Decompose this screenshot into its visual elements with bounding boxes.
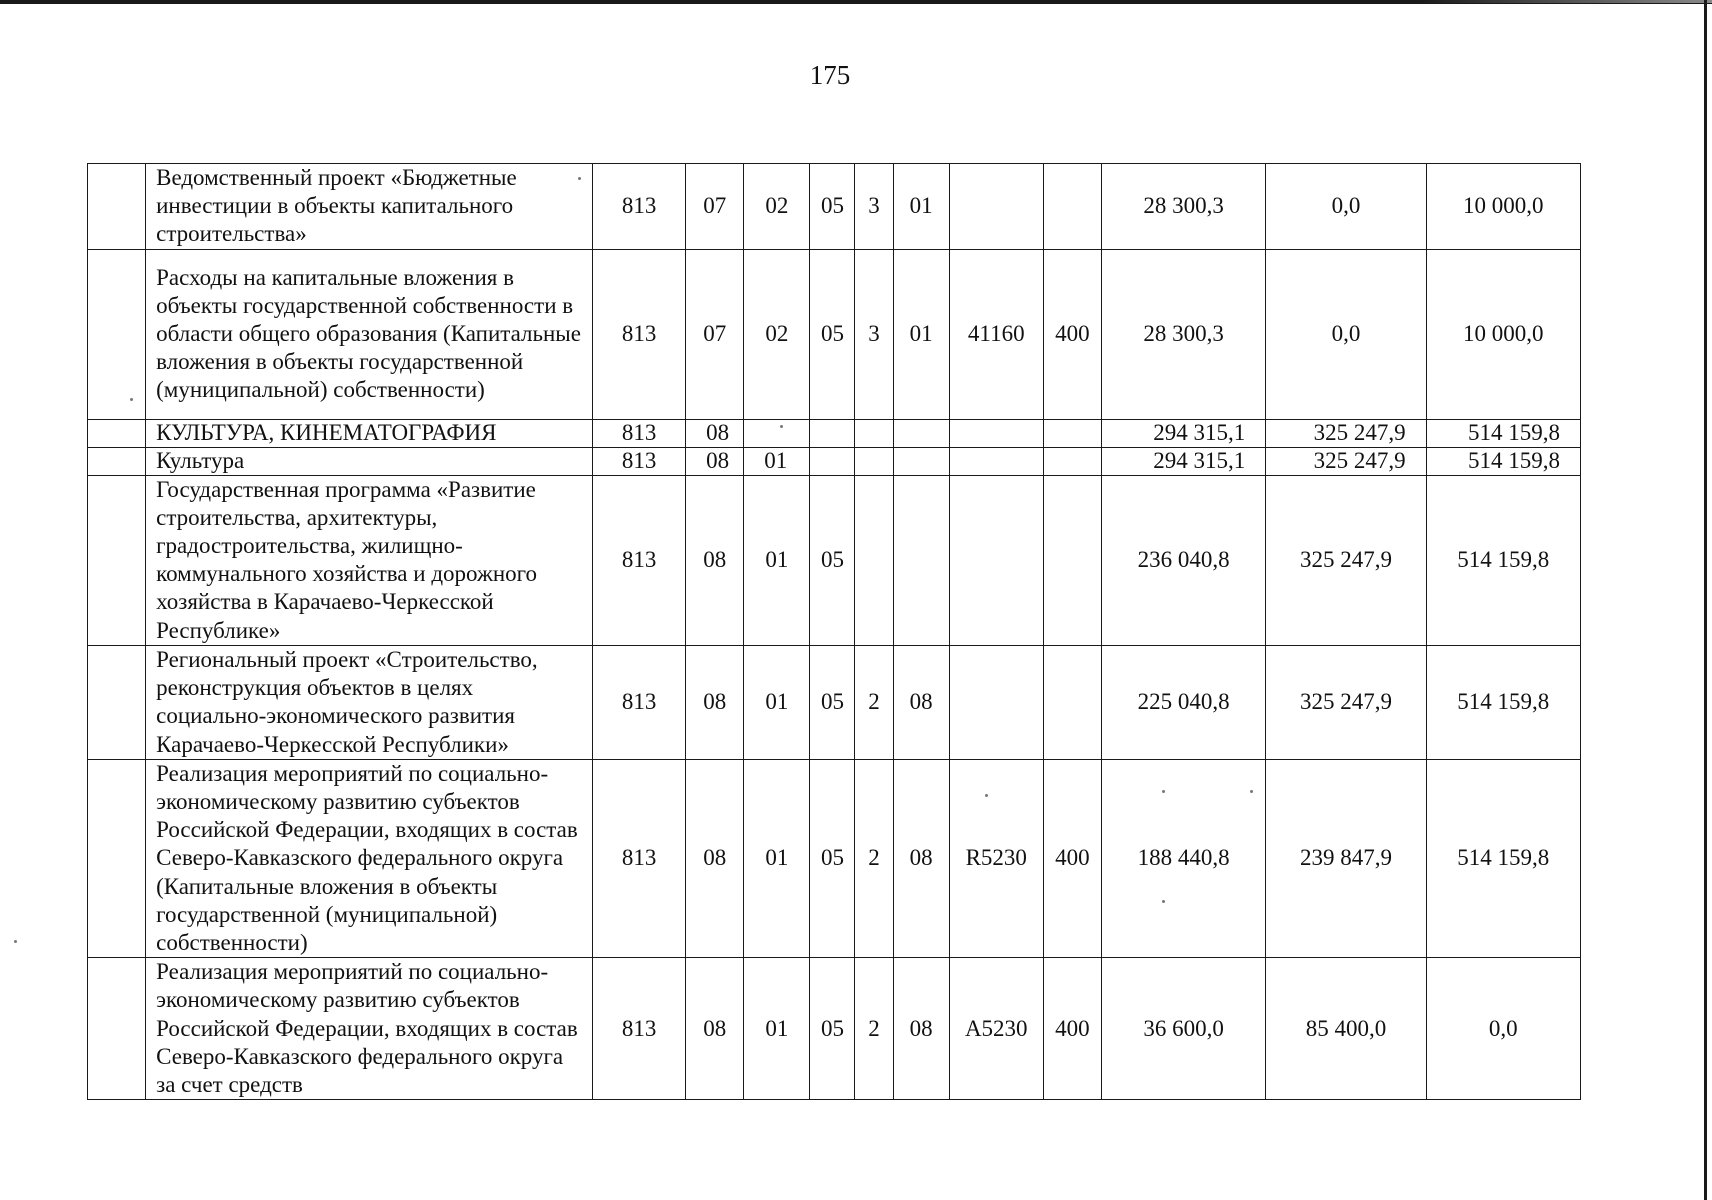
expense-type-cell: 400 [1043, 958, 1101, 1100]
section-cell: 08 [686, 475, 744, 645]
expense-type-cell [1043, 645, 1101, 759]
row-number-cell [88, 958, 146, 1100]
page-number: 175 [809, 60, 851, 90]
scan-speck [14, 940, 17, 943]
amount-year2-cell: 325 247,9 [1266, 419, 1426, 447]
project-cell: 01 [893, 164, 949, 250]
grbs-cell: 813 [593, 447, 686, 475]
program-type-cell [855, 475, 893, 645]
subsection-cell: 01 [744, 958, 810, 1100]
table-row [88, 958, 1581, 1100]
expense-type-cell [1043, 447, 1101, 475]
target-item-cell [949, 164, 1043, 250]
amount-year1-cell: 188 440,8 [1101, 759, 1265, 957]
amount-year1-cell: 294 315,1 [1101, 447, 1265, 475]
expense-type-cell: 400 [1043, 759, 1101, 957]
table-row [88, 645, 1581, 759]
grbs-cell: 813 [593, 164, 686, 250]
project-cell: 08 [893, 645, 949, 759]
target-item-cell [949, 645, 1043, 759]
scan-speck [1162, 900, 1165, 903]
row-number-cell [88, 447, 146, 475]
project-cell [893, 447, 949, 475]
program-cell: 05 [810, 164, 855, 250]
name-cell: КУЛЬТУРА, КИНЕМАТОГРАФИЯ [146, 419, 593, 447]
grbs-cell: 813 [593, 645, 686, 759]
row-number-cell [88, 249, 146, 419]
program-cell: 05 [810, 645, 855, 759]
table-row [88, 475, 1581, 645]
grbs-cell: 813 [593, 475, 686, 645]
scan-speck [578, 177, 581, 180]
top-border-line-fade [1420, 0, 1712, 3]
section-cell: 08 [686, 759, 744, 957]
name-cell: Государственная программа «Развитие строительства, архитектуры, градостроительства, жилищно-коммунального хозяйства и дорожного хозяйства в Карачаево-Черкесской Республике» [146, 475, 593, 645]
program-cell: 05 [810, 249, 855, 419]
amount-year3-cell: 514 159,8 [1426, 475, 1580, 645]
subsection-cell [744, 419, 810, 447]
amount-year1-cell: 28 300,3 [1101, 164, 1265, 250]
amount-year1-cell: 28 300,3 [1101, 249, 1265, 419]
row-number-cell [88, 645, 146, 759]
expense-type-cell [1043, 164, 1101, 250]
amount-year1-cell: 236 040,8 [1101, 475, 1265, 645]
program-type-cell: 3 [855, 249, 893, 419]
program-cell [810, 419, 855, 447]
name-cell: Реализация мероприятий по социально-экономическому развитию субъектов Российской Федерации, входящих в состав Северо-Кавказского федерального округа за счет средств [146, 958, 593, 1100]
name-cell: Региональный проект «Строительство, реконструкция объектов в целях социально-экономического развития Карачаево-Черкесской Республики» [146, 645, 593, 759]
amount-year2-cell: 325 247,9 [1266, 645, 1426, 759]
scan-speck [780, 425, 783, 428]
program-type-cell [855, 419, 893, 447]
scan-speck [985, 794, 988, 797]
right-border-line [1704, 0, 1707, 1200]
scan-speck [130, 398, 133, 401]
target-item-cell [949, 419, 1043, 447]
amount-year3-cell: 514 159,8 [1426, 447, 1580, 475]
amount-year2-cell: 325 247,9 [1266, 475, 1426, 645]
table-row [88, 759, 1581, 957]
subsection-cell: 01 [744, 447, 810, 475]
subsection-cell: 01 [744, 475, 810, 645]
row-number-cell [88, 475, 146, 645]
amount-year3-cell: 514 159,8 [1426, 759, 1580, 957]
amount-year2-cell: 0,0 [1266, 249, 1426, 419]
program-type-cell: 2 [855, 958, 893, 1100]
amount-year1-cell: 294 315,1 [1101, 419, 1265, 447]
program-type-cell: 2 [855, 645, 893, 759]
grbs-cell: 813 [593, 759, 686, 957]
project-cell: 08 [893, 759, 949, 957]
expense-type-cell [1043, 419, 1101, 447]
program-type-cell: 3 [855, 164, 893, 250]
name-cell: Реализация мероприятий по социально-экономическому развитию субъектов Российской Федерации, входящих в состав Северо-Кавказского федерального округа (Капитальные вложения в объекты государственной (муниципальной) собственности) [146, 759, 593, 957]
project-cell: 01 [893, 249, 949, 419]
target-item-cell [949, 447, 1043, 475]
section-cell: 07 [686, 164, 744, 250]
target-item-cell [949, 475, 1043, 645]
amount-year1-cell: 36 600,0 [1101, 958, 1265, 1100]
name-cell: Расходы на капитальные вложения в объекты государственной собственности в области общего образования (Капитальные вложения в объекты государственной (муниципальной) собственности) [146, 249, 593, 419]
target-item-cell: R5230 [949, 759, 1043, 957]
table-row [88, 164, 1581, 250]
project-cell [893, 419, 949, 447]
section-cell: 08 [686, 958, 744, 1100]
program-cell: 05 [810, 475, 855, 645]
amount-year3-cell: 10 000,0 [1426, 164, 1580, 250]
project-cell [893, 475, 949, 645]
program-cell: 05 [810, 759, 855, 957]
amount-year1-cell: 225 040,8 [1101, 645, 1265, 759]
section-cell: 08 [686, 419, 744, 447]
scan-speck [1162, 790, 1165, 793]
scan-speck [1250, 790, 1253, 793]
program-cell: 05 [810, 958, 855, 1100]
grbs-cell: 813 [593, 249, 686, 419]
amount-year3-cell: 10 000,0 [1426, 249, 1580, 419]
program-type-cell: 2 [855, 759, 893, 957]
target-item-cell: 41160 [949, 249, 1043, 419]
row-number-cell [88, 759, 146, 957]
target-item-cell: A5230 [949, 958, 1043, 1100]
grbs-cell: 813 [593, 419, 686, 447]
amount-year2-cell: 85 400,0 [1266, 958, 1426, 1100]
expense-type-cell: 400 [1043, 249, 1101, 419]
amount-year2-cell: 0,0 [1266, 164, 1426, 250]
amount-year3-cell: 0,0 [1426, 958, 1580, 1100]
amount-year2-cell: 325 247,9 [1266, 447, 1426, 475]
subsection-cell: 02 [744, 164, 810, 250]
subsection-cell: 02 [744, 249, 810, 419]
amount-year2-cell: 239 847,9 [1266, 759, 1426, 957]
section-cell: 07 [686, 249, 744, 419]
subsection-cell: 01 [744, 645, 810, 759]
budget-table [87, 163, 1581, 1100]
table-row [88, 447, 1581, 475]
row-number-cell [88, 164, 146, 250]
amount-year3-cell: 514 159,8 [1426, 419, 1580, 447]
table-row [88, 419, 1581, 447]
expense-type-cell [1043, 475, 1101, 645]
project-cell: 08 [893, 958, 949, 1100]
program-cell [810, 447, 855, 475]
program-type-cell [855, 447, 893, 475]
row-number-cell [88, 419, 146, 447]
grbs-cell: 813 [593, 958, 686, 1100]
name-cell: Культура [146, 447, 593, 475]
section-cell: 08 [686, 447, 744, 475]
subsection-cell: 01 [744, 759, 810, 957]
name-cell: Ведомственный проект «Бюджетные инвестиции в объекты капитального строительства» [146, 164, 593, 250]
amount-year3-cell: 514 159,8 [1426, 645, 1580, 759]
table-row [88, 249, 1581, 419]
section-cell: 08 [686, 645, 744, 759]
